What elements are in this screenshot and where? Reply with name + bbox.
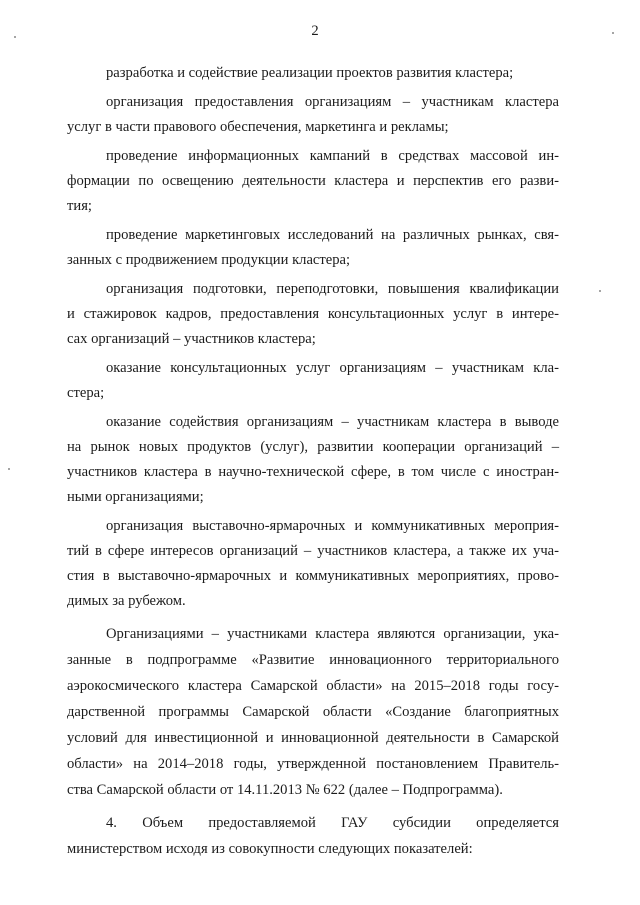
- text-line: сах организаций – участников кластера;: [67, 331, 316, 347]
- text-line: Организациями – участниками кластера являются организации, ука-: [106, 626, 559, 642]
- text-line: организация предоставления организациям – участникам кластера: [106, 94, 559, 110]
- text-line: димых за рубежом.: [67, 593, 186, 609]
- scan-speck: [612, 32, 614, 34]
- text-line: и стажировок кадров, предоставления консультационных услуг в интере-: [67, 306, 559, 322]
- text-line: министерством исходя из совокупности следующих показателей:: [67, 841, 473, 857]
- text-line: разработка и содействие реализации проектов развития кластера;: [106, 65, 514, 81]
- text-line: тия;: [67, 198, 92, 214]
- text-line: тий в сфере интересов организаций – участников кластера, а также их уча-: [67, 543, 559, 559]
- scan-speck: [8, 468, 10, 470]
- text-line: 4. Объем предоставляемой ГАУ субсидии определяется: [106, 815, 559, 831]
- text-line: условий для инвестиционной и инновационной деятельности в Самарской: [67, 730, 559, 746]
- scan-speck: [14, 36, 16, 38]
- text-line: занных с продвижением продукции кластера;: [67, 252, 351, 268]
- text-line: услуг в части правового обеспечения, маркетинга и рекламы;: [67, 119, 449, 135]
- text-line: занные в подпрограмме «Развитие инновационного территориального: [67, 652, 559, 668]
- text-line: аэрокосмического кластера Самарской области» на 2015–2018 годы госу-: [67, 678, 559, 694]
- text-line: области» на 2014–2018 годы, утвержденной постановлением Правитель-: [67, 756, 559, 772]
- text-line: на рынок новых продуктов (услуг), развитии кооперации организаций –: [67, 439, 559, 455]
- text-line: организация подготовки, переподготовки, повышения квалификации: [106, 281, 559, 297]
- text-line: стия в выставочно-ярмарочных и коммуникативных мероприятиях, прово-: [67, 568, 559, 584]
- text-line: проведение информационных кампаний в средствах массовой ин-: [106, 148, 559, 164]
- page-number: 2: [311, 23, 319, 39]
- text-line: оказание содействия организациям – участникам кластера в выводе: [106, 414, 559, 430]
- text-line: проведение маркетинговых исследований на различных рынках, свя-: [106, 227, 559, 243]
- text-line: участников кластера в научно-технической сфере, в том числе с иностран-: [67, 464, 559, 480]
- text-line: дарственной программы Самарской области «Создание благоприятных: [67, 704, 559, 720]
- scan-speck: [599, 290, 601, 292]
- text-line: ными организациями;: [67, 489, 204, 505]
- text-line: организация выставочно-ярмарочных и коммуникативных мероприя-: [106, 518, 559, 534]
- text-line: оказание консультационных услуг организациям – участникам кла-: [106, 360, 559, 376]
- text-line: ства Самарской области от 14.11.2013 № 622 (далее – Подпрограмма).: [67, 782, 503, 798]
- text-line: формации по освещению деятельности кластера и перспектив его разви-: [67, 173, 559, 189]
- text-line: стера;: [67, 385, 105, 401]
